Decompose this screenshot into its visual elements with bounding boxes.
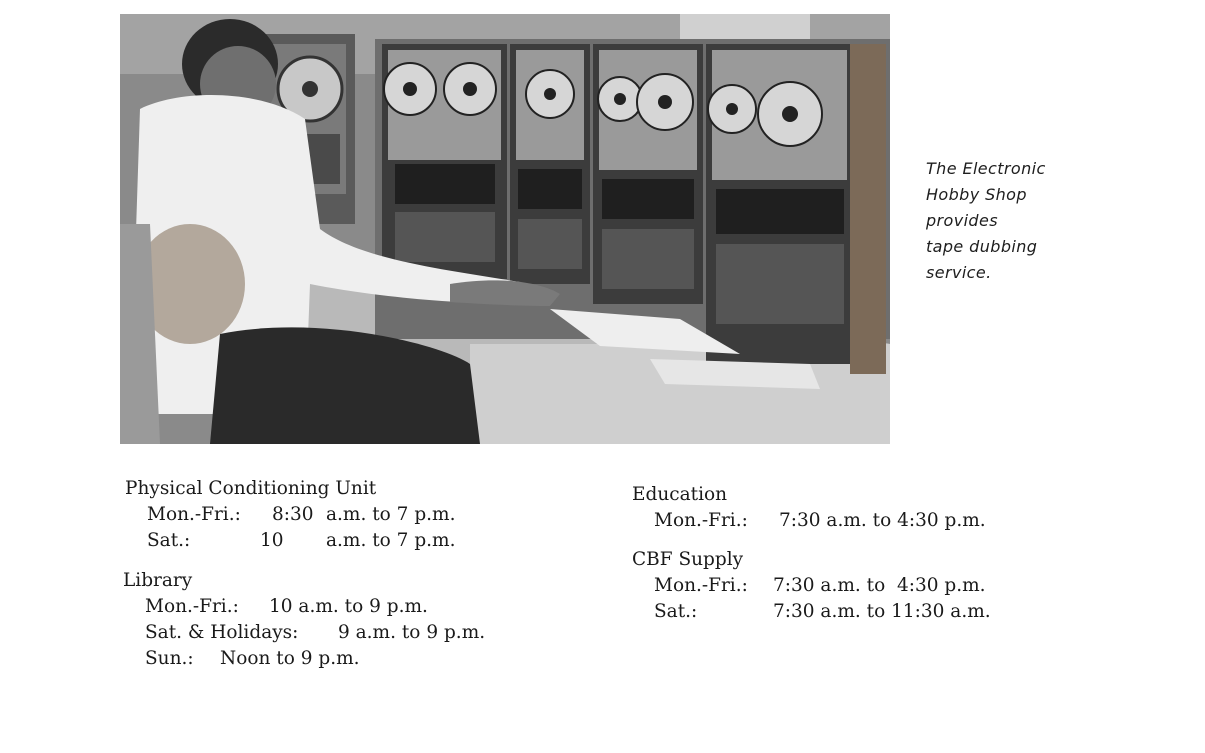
cbf-supply-hours — [632, 547, 1052, 625]
physical-conditioning-hours — [125, 476, 545, 554]
hours-row — [125, 502, 545, 528]
tape-dubbing-photo-icon — [120, 14, 890, 444]
hours-row — [125, 528, 545, 554]
day-label: Sat.: — [654, 601, 698, 622]
hours-row — [632, 599, 1052, 625]
hours-row — [123, 646, 543, 672]
hours-row — [632, 508, 1052, 534]
library-hours — [123, 568, 543, 672]
time-value: a.m. to 7 p.m. — [326, 530, 456, 551]
caption-line: tape dubbing — [926, 237, 1038, 256]
day-label: Sun.: — [145, 648, 194, 669]
hours-row — [123, 594, 543, 620]
section-title: Physical Conditioning Unit — [125, 478, 377, 499]
section-title: Education — [632, 484, 728, 505]
day-label: Sat. & Holidays: — [145, 622, 299, 643]
section-title: CBF Supply — [632, 549, 744, 570]
hours-row — [123, 620, 543, 646]
caption-line: Hobby Shop — [926, 185, 1027, 204]
time-value: 10 — [260, 530, 284, 551]
caption-line: The Electronic — [926, 159, 1046, 178]
time-value: 7:30 a.m. to 11:30 a.m. — [773, 601, 991, 622]
hours-row — [632, 573, 1052, 599]
day-label: Mon.-Fri.: — [145, 596, 239, 617]
time-value: 9 a.m. to 9 p.m. — [338, 622, 486, 643]
time-value: 8:30 — [272, 504, 314, 525]
photo-caption — [926, 156, 1076, 286]
time-value: 7:30 a.m. to 4:30 p.m. — [773, 575, 986, 596]
caption-line: service. — [926, 263, 992, 282]
tape-dubbing-photo — [120, 14, 890, 444]
section-title: Library — [123, 570, 193, 591]
time-value: 10 a.m. to 9 p.m. — [269, 596, 428, 617]
day-label: Sat.: — [147, 530, 191, 551]
day-label: Mon.-Fri.: — [147, 504, 241, 525]
day-label: Mon.-Fri.: — [654, 575, 748, 596]
caption-line: provides — [926, 211, 998, 230]
day-label: Mon.-Fri.: — [654, 510, 748, 531]
education-hours — [632, 482, 1052, 534]
time-value: Noon to 9 p.m. — [220, 648, 360, 669]
time-value: a.m. to 7 p.m. — [326, 504, 456, 525]
time-value: 7:30 a.m. to 4:30 p.m. — [779, 510, 986, 531]
